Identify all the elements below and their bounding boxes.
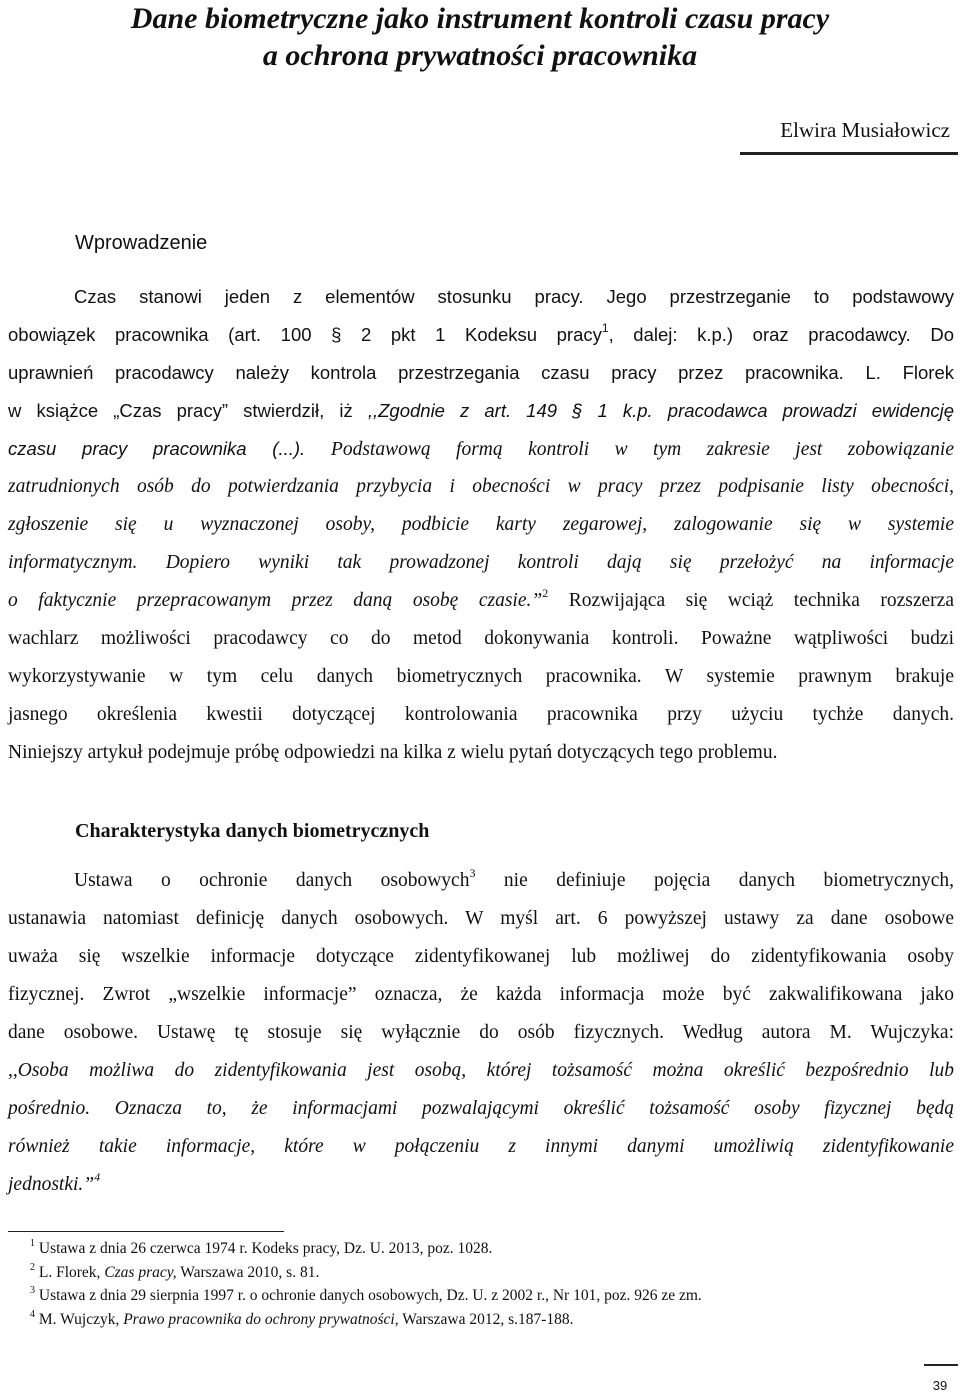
text-line: obowiązek pracownika (art. 100 § 2 pkt 1 Kodeksu pracy$^1$, dalej: k.p.) oraz pracodawcy. Do bbox=[8, 321, 954, 345]
author-underline bbox=[740, 152, 958, 155]
text-line: dane osobowe. Ustawę tę stosuje się wyłącznie do osób fizycznych. Według autora M. Wujczyka: bbox=[8, 1022, 954, 1043]
article-title bbox=[0, 0, 960, 74]
footnote-ref: 3 bbox=[469, 866, 476, 880]
text-line: ustanawia natomiast definicję danych osobowych. W myśl art. 6 powyższej ustawy za dane osobowe bbox=[8, 908, 954, 929]
text-line: o faktycznie przepracowanym przez daną osobę czasie.”$^2$ Rozwijająca się wciąż technika rozszerza bbox=[8, 586, 954, 611]
page-number: 39 bbox=[932, 1378, 948, 1393]
footnote-ref: 1 bbox=[601, 321, 609, 335]
text-line: wykorzystywanie w tym celu danych biometrycznych pracownika. W systemie prawnym brakuje bbox=[8, 666, 954, 687]
section-heading-introduction: Wprowadzenie bbox=[75, 232, 208, 254]
text-line: wachlarz możliwości pracodawcy co do metod dokonywania kontroli. Poważne wątpliwości budzi bbox=[8, 628, 954, 649]
text-line: jednostki.”$^4$ bbox=[8, 1170, 101, 1195]
text-line: Czas stanowi jeden z elementów stosunku pracy. Jego przestrzeganie to podstawowy bbox=[74, 286, 954, 307]
introduction-paragraph bbox=[8, 278, 954, 772]
text-line: jasnego określenia kwestii dotyczącej kontrolowania pracownika przy użyciu tychże danych. bbox=[8, 704, 954, 725]
text-line: fizycznej. Zwrot „wszelkie informacje” oznacza, że każda informacja może być zakwalifikowana jako bbox=[8, 984, 954, 1005]
text-line: uważa się wszelkie informacje dotyczące zidentyfikowanej lub możliwej do zidentyfikowania osoby bbox=[8, 946, 954, 967]
footnotes bbox=[30, 1237, 702, 1331]
section-heading-biometric-data: Charakterystyka danych biometrycznych bbox=[75, 820, 430, 842]
footnote-4: $^4$ M. Wujczyk, Prawo pracownika do ochrony prywatności, Warszawa 2012, s.187-188. bbox=[30, 1308, 574, 1328]
title-line-1: Dane biometryczne jako instrument kontroli czasu pracy bbox=[130, 2, 830, 35]
footnote-3: $^3$ Ustawa z dnia 29 sierpnia 1997 r. o ochronie danych osobowych, Dz. U. z 2002 r., Nr 101, poz. 926 ze zm. bbox=[30, 1285, 702, 1304]
text-line: zgłoszenie się u wyznaczonej osoby, podbicie karty zegarowej, zalogowanie się w systemie bbox=[8, 514, 954, 535]
footnote-ref: 4 bbox=[94, 1170, 101, 1184]
text-line: ,,Osoba możliwa do zidentyfikowania jest osobą, której tożsamość można określić bezpośrednio lub bbox=[8, 1060, 954, 1081]
text-line: pośrednio. Oznacza to, że informacjami pozwalającymi określić tożsamość osoby fizycznej będą bbox=[8, 1098, 954, 1119]
author-name: Elwira Musiałowicz bbox=[780, 118, 950, 142]
footnote-ref: 2 bbox=[542, 586, 549, 600]
text-line: czasu pracy pracownika (...). Podstawową formą kontroli w tym zakresie jest zobowiązanie bbox=[8, 438, 954, 460]
text-line: w książce „Czas pracy” stwierdził, iż ,,Zgodnie z art. 149 § 1 k.p. pracodawca prowadzi ewidencję bbox=[8, 400, 955, 421]
text-line: Niniejszy artykuł podejmuje próbę odpowiedzi na kilka z wielu pytań dotyczących tego problemu. bbox=[8, 742, 778, 763]
text-line: również takie informacje, które w połączeniu z innymi danymi umożliwią zidentyfikowanie bbox=[8, 1136, 954, 1157]
text-line: informatycznym. Dopiero wyniki tak prowadzonej kontroli dają się przełożyć na informacje bbox=[8, 552, 954, 573]
footnote-2: $^2$ L. Florek, Czas pracy, Warszawa 2010, s. 81. bbox=[30, 1261, 320, 1281]
text-line: Ustawa o ochronie danych osobowych$^3$ nie definiuje pojęcia danych biometrycznych, bbox=[74, 866, 955, 891]
title-line-2: a ochrona prywatności pracownika bbox=[262, 39, 698, 72]
biometric-paragraph bbox=[8, 862, 954, 1204]
page-number-rule bbox=[924, 1364, 958, 1366]
text-line: uprawnień pracodawcy należy kontrola przestrzegania czasu pracy przez pracownika. L. Florek bbox=[8, 362, 954, 383]
text-line: zatrudnionych osób do potwierdzania przybycia i obecności w pracy przez podpisanie listy obecności, bbox=[8, 476, 954, 497]
footnote-separator bbox=[8, 1231, 284, 1232]
footnote-1: $^1$ Ustawa z dnia 26 czerwca 1974 r. Kodeks pracy, Dz. U. 2013, poz. 1028. bbox=[30, 1238, 493, 1257]
